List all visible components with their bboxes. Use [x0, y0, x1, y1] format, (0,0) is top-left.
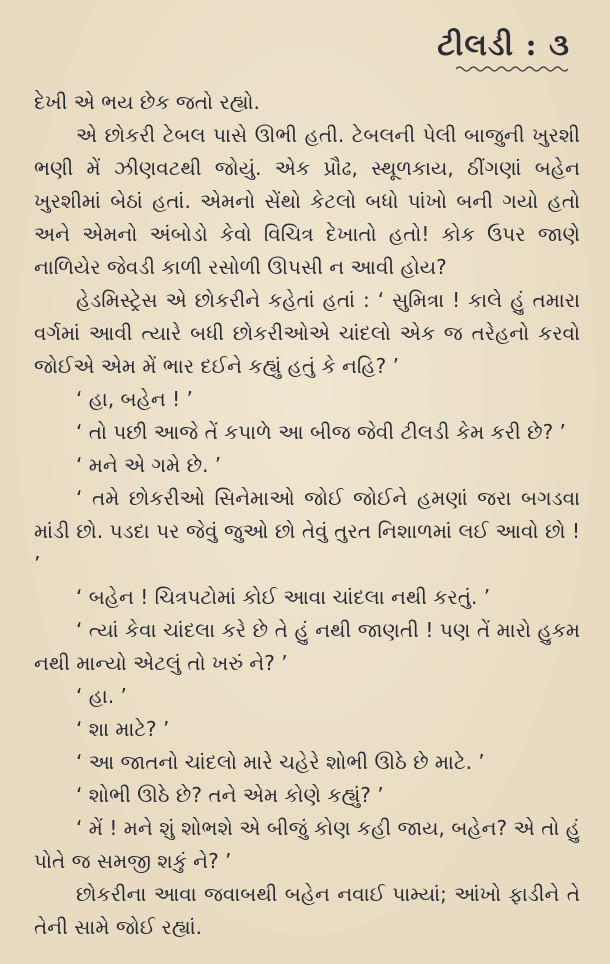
dialogue-line: ‘ શોભી ઊઠે છે? તને એમ કોણે કહ્યું? ’ — [76, 783, 384, 807]
dialogue-line: ‘ ત્યાં કેવા ચાંદલા કરે છે તે હું નથી જાણતી ! પણ તેં મારો હુકમ નથી માન્યો એટલું તો ખરું ને? ’ — [34, 618, 580, 675]
dialogue-line: ‘ મેં ! મને શું શોભશે એ બીજું કોણ કહી જાય, બહેન? એ તો હું પોતે જ સમજી શકું ને? ’ — [34, 816, 580, 873]
dialogue-line: ‘ તો પછી આજે તેં કપાળે આ બીજ જેવી ટીલડી કેમ કરી છે? ’ — [76, 420, 566, 444]
dialogue-line: ‘ આ જાતનો ચાંદલો મારે ચહેરે શોભી ઊઠે છે માટે. ’ — [76, 750, 485, 774]
dialogue-line: ‘ બહેન ! ચિત્રપટોમાં કોઈ આવા ચાંદલા નથી કરતું. ’ — [76, 585, 491, 609]
paragraph: છોકરીના આવા જવાબથી બહેન નવાઈ પામ્યાં; આંખો ફાડીને તે તેની સામે જોઈ રહ્યાં. — [34, 882, 580, 939]
paragraph: એ છોકરી ટેબલ પાસે ઊભી હતી. ટેબલની પેલી બાજુની ખુરશી ભણી મેં ઝીણવટથી જોયું. એક પ્રૌઢ, સ્થૂળકાય, ઠીંગણાં બહેન ખુરશીમાં બેઠાં હતાં. એમનો સેંથો કેટલો બધો પાંખો બની ગયો હતો અને એમનો અંબોડો કેવો વિચિત્ર દેખાતો હતો! કોક ઉપર જાણે નાળિયેર જેવડી કાળી રસોળી ઊપસી ન આવી હોય? — [34, 123, 580, 279]
body-text — [34, 86, 580, 944]
paragraph: હેડમિસ્ટ્રેસ એ છોકરીને કહેતાં હતાં : ‘ સુમિત્રા ! કાલે હું તમારા વર્ગમાં આવી ત્યારે બધી છોકરીઓએ ચાંદલો એક જ તરેહનો કરવો જોઈએ એમ મેં ભાર દઈને કહ્યું હતું કે નહિ? ’ — [34, 288, 580, 378]
wavy-rule-ornament — [456, 64, 568, 74]
running-title: ટીલડી : ૩ — [437, 28, 570, 63]
paragraph: દેખી એ ભય છેક જતો રહ્યો. — [34, 90, 260, 114]
dialogue-line: ‘ હા. ’ — [76, 684, 127, 708]
dialogue-line: ‘ હા, બહેન ! ’ — [76, 387, 193, 411]
dialogue-line: ‘ શા માટે? ’ — [76, 717, 170, 741]
dialogue-line: ‘ તમે છોકરીઓ સિનેમાઓ જોઈ જોઈને હમણાં જરા બગડવા માંડી છો. પડદા પર જેવું જુઓ છો તેવું તુરત નિશાળમાં લઈ આવો છો ! ’ — [34, 486, 580, 576]
dialogue-line: ‘ મને એ ગમે છે. ’ — [76, 453, 222, 477]
